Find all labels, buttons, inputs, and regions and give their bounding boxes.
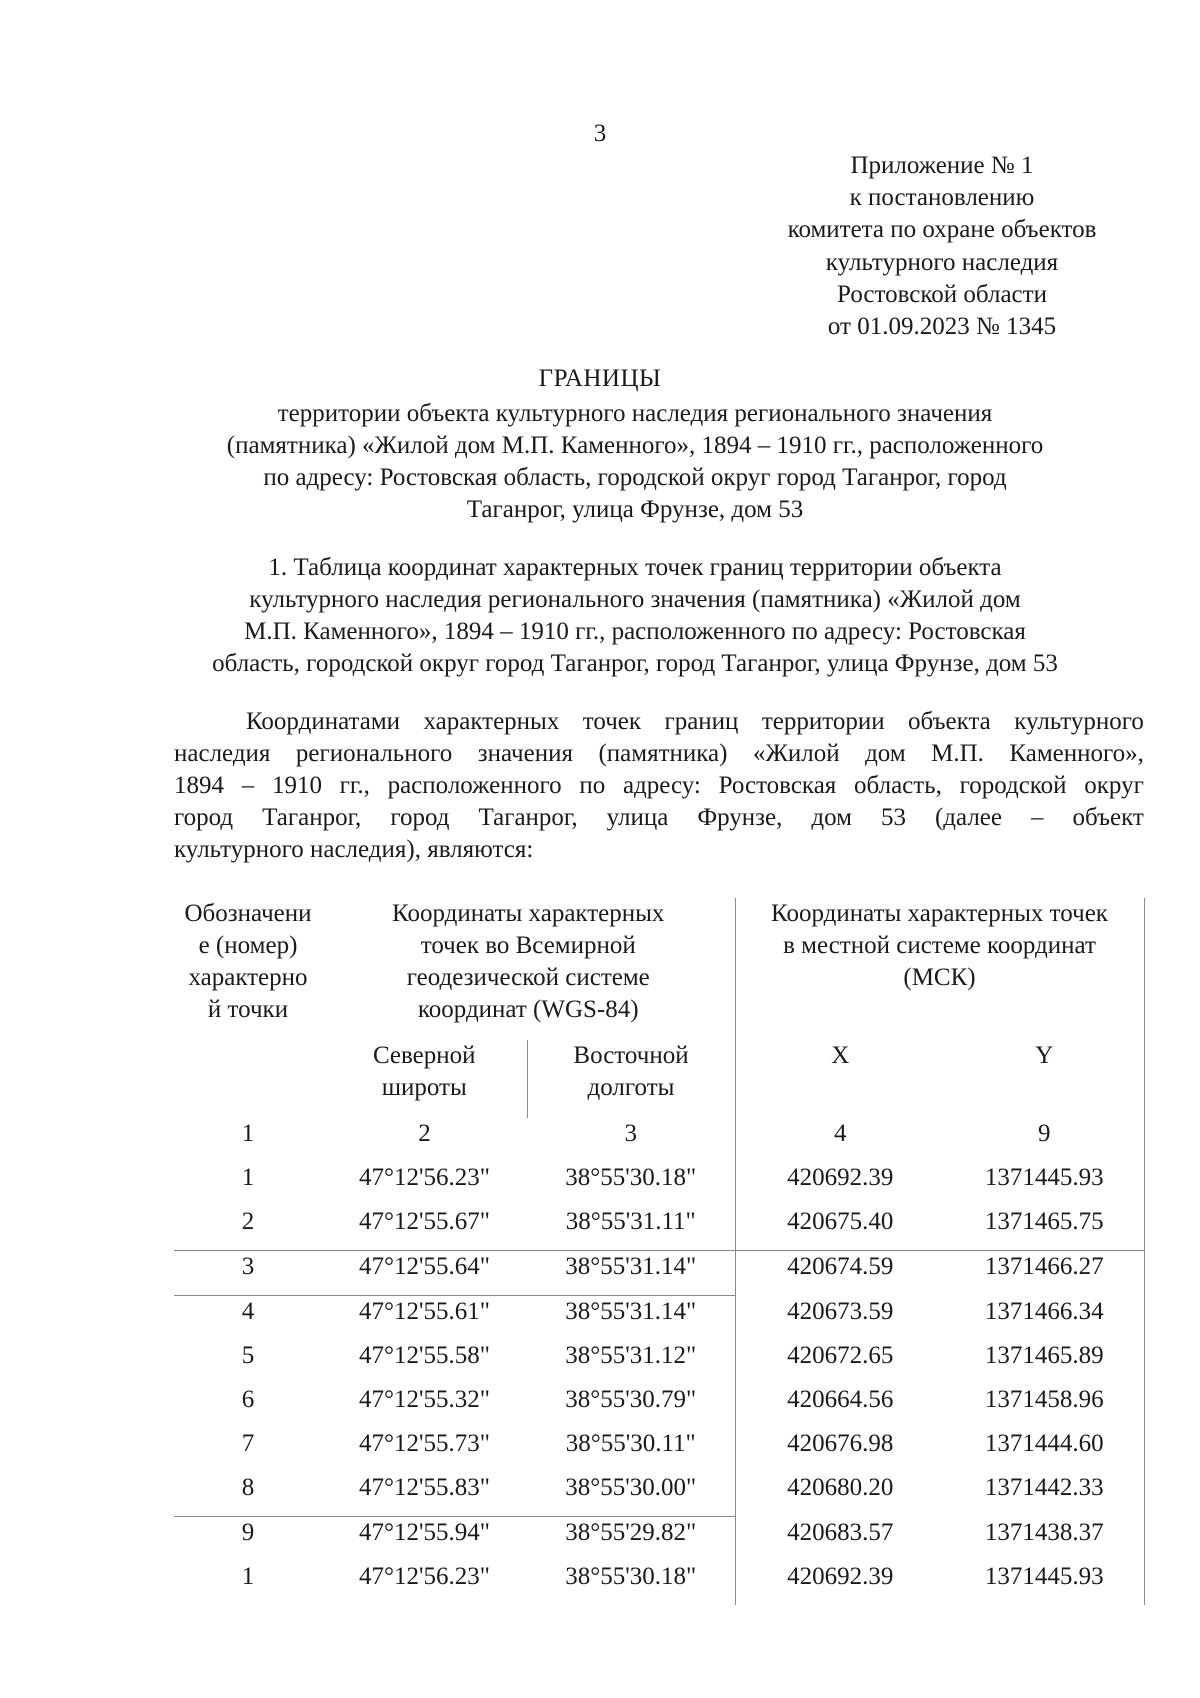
header-empty xyxy=(174,1040,322,1118)
header-text: координат (WGS-84) xyxy=(417,996,639,1023)
cell-y: 1371438.37 xyxy=(945,1517,1144,1562)
column-number: 3 xyxy=(527,1118,735,1162)
word: Таганрог, xyxy=(262,804,362,831)
header-text: (МСК) xyxy=(903,964,976,991)
table-row xyxy=(174,1340,1144,1384)
table-header-row xyxy=(174,898,1144,1040)
word: 1894 xyxy=(174,772,224,799)
annex-line: к постановлению xyxy=(849,184,1035,212)
table-row xyxy=(174,1561,1144,1605)
subtitle-line: территории объекта культурного наследия регионального значения xyxy=(277,400,993,427)
word: (далее xyxy=(934,804,1002,831)
table-row xyxy=(174,1296,1144,1341)
cell-point: 3 xyxy=(174,1251,322,1296)
cell-x: 420676.98 xyxy=(787,1430,894,1457)
cell-longitude: 38°55'30.18" xyxy=(527,1561,735,1605)
table-row xyxy=(174,1162,1144,1206)
cell-x: 420692.39 xyxy=(787,1563,894,1590)
column-number: 4 xyxy=(834,1120,847,1147)
header-x: X xyxy=(831,1042,850,1069)
word: «Жилой xyxy=(752,740,840,767)
cell-longitude: 38°55'31.11" xyxy=(527,1206,735,1251)
cell-latitude: 47°12'55.67" xyxy=(359,1208,490,1235)
cell-y: 1371444.60 xyxy=(945,1428,1144,1472)
header-point-designation xyxy=(174,898,322,1040)
section-title-line: М.П. Каменного», 1894 – 1910 гг., расположенного по адресу: Ростовская xyxy=(244,618,1026,645)
header-east-longitude xyxy=(527,1040,735,1118)
header-text: Координаты характерных точек xyxy=(771,900,1108,927)
document-subtitle xyxy=(150,398,1120,526)
subtitle-line: (памятника) «Жилой дом М.П. Каменного», 1894 – 1910 гг., расположенного xyxy=(226,432,1044,459)
section-title xyxy=(150,552,1120,680)
cell-y: 1371458.96 xyxy=(945,1384,1144,1428)
annex-line: от 01.09.2023 № 1345 xyxy=(827,313,1057,341)
cell-point: 5 xyxy=(241,1342,255,1369)
header-text: точек во Всемирной xyxy=(420,932,636,959)
cell-point: 1 xyxy=(241,1164,255,1191)
header-text: Координаты характерных xyxy=(392,900,665,927)
cell-latitude: 47°12'55.83" xyxy=(359,1474,490,1501)
word: наследия xyxy=(174,740,271,767)
cell-point: 1 xyxy=(241,1563,255,1590)
word: дом xyxy=(811,804,852,831)
header-text: Северной xyxy=(372,1042,476,1069)
header-text: е (номер) xyxy=(198,932,298,959)
header-text: Восточной xyxy=(573,1042,689,1069)
table-row xyxy=(174,1428,1144,1472)
cell-y: 1371465.89 xyxy=(945,1340,1144,1384)
header-text: геодезической системе xyxy=(406,964,650,991)
word: 53 xyxy=(880,804,906,831)
word: Фрунзе, xyxy=(697,804,783,831)
header-text: широты xyxy=(381,1074,467,1101)
cell-longitude: 38°55'31.14" xyxy=(527,1251,735,1296)
cell-longitude: 38°55'29.82" xyxy=(527,1517,735,1562)
cell-point: 7 xyxy=(241,1430,255,1457)
column-numbers-row xyxy=(174,1118,1144,1162)
table-row xyxy=(174,1206,1144,1251)
cell-x: 420673.59 xyxy=(787,1297,894,1325)
word: город xyxy=(390,804,450,831)
header-y: Y xyxy=(945,1040,1144,1118)
cell-point: 9 xyxy=(174,1517,322,1562)
header-north-latitude xyxy=(322,1040,527,1118)
paragraph-line xyxy=(174,706,1144,738)
word: (памятника) xyxy=(598,740,728,767)
cell-x: 420674.59 xyxy=(735,1251,945,1296)
cell-y: 1371466.34 xyxy=(945,1296,1144,1341)
word: – xyxy=(1031,804,1044,831)
word: адресу: xyxy=(622,772,701,799)
word: – xyxy=(241,772,255,799)
cell-latitude: 47°12'55.73" xyxy=(359,1430,490,1457)
word: Таганрог, xyxy=(478,804,578,831)
cell-latitude: 47°12'55.32" xyxy=(359,1386,490,1413)
cell-longitude: 38°55'31.14" xyxy=(527,1296,735,1341)
word: город xyxy=(174,804,234,831)
word: территории xyxy=(761,708,885,735)
section-title-line: область, городской округ город Таганрог, город Таганрог, улица Фрунзе, дом 53 xyxy=(212,650,1058,677)
word: область, xyxy=(854,772,942,799)
page-number: 3 xyxy=(593,120,607,147)
word: М.П. xyxy=(931,740,984,767)
header-wgs84 xyxy=(322,898,735,1040)
annex-line: культурного наследия xyxy=(825,248,1059,276)
column-number: 9 xyxy=(945,1118,1144,1162)
cell-latitude: 47°12'55.94" xyxy=(322,1517,527,1562)
table-body xyxy=(174,1162,1144,1605)
paragraph-line xyxy=(174,738,1144,770)
cell-longitude: 38°55'30.00" xyxy=(527,1472,735,1517)
cell-latitude: 47°12'56.23" xyxy=(359,1164,490,1191)
word: точек xyxy=(582,708,642,735)
cell-latitude: 47°12'55.58" xyxy=(359,1342,490,1369)
cell-y: 1371445.93 xyxy=(945,1561,1144,1605)
section-title-line: 1. Таблица координат характерных точек границ территории объекта xyxy=(268,554,1002,581)
word: расположенного xyxy=(387,772,562,799)
cell-longitude: 38°55'30.11" xyxy=(527,1428,735,1472)
cell-x: 420683.57 xyxy=(787,1518,894,1546)
annex-line: Ростовской области xyxy=(837,280,1047,308)
document-title: ГРАНИЦЫ xyxy=(538,365,662,392)
header-msk xyxy=(735,898,1144,1040)
word: Ростовская xyxy=(718,772,837,799)
word: по xyxy=(579,772,606,799)
column-number: 1 xyxy=(241,1120,255,1147)
word: округ xyxy=(1084,772,1144,799)
word: 1910 xyxy=(271,772,322,799)
section-title-line: культурного наследия регионального значения (памятника) «Жилой дом xyxy=(249,586,1021,613)
cell-point: 4 xyxy=(174,1296,322,1341)
cell-y: 1371466.27 xyxy=(945,1251,1144,1296)
header-text: Обозначени xyxy=(184,900,312,927)
word: Координатами xyxy=(246,708,401,735)
cell-longitude: 38°55'30.18" xyxy=(527,1162,735,1206)
table-row xyxy=(174,1517,1144,1562)
paragraph-line: культурного наследия), являются: xyxy=(174,836,534,863)
cell-longitude: 38°55'31.12" xyxy=(527,1340,735,1384)
cell-y: 1371445.93 xyxy=(945,1162,1144,1206)
word: объект xyxy=(1072,804,1144,831)
cell-latitude: 47°12'55.64" xyxy=(322,1251,527,1296)
cell-latitude: 47°12'55.61" xyxy=(322,1296,527,1341)
cell-y: 1371442.33 xyxy=(945,1472,1144,1517)
cell-x: 420664.56 xyxy=(787,1386,894,1413)
subtitle-line: по адресу: Ростовская область, городской округ город Таганрог, город xyxy=(263,464,1007,491)
table-row xyxy=(174,1384,1144,1428)
annex-line: Приложение № 1 xyxy=(850,152,1034,179)
word: регионального xyxy=(295,740,453,767)
annex-line: комитета по охране объектов xyxy=(787,216,1097,244)
header-text: характерно xyxy=(188,964,308,991)
annex-heading xyxy=(752,150,1132,343)
word: гг., xyxy=(339,772,370,799)
word: культурного xyxy=(1014,708,1144,735)
subtitle-line: Таганрог, улица Фрунзе, дом 53 xyxy=(466,496,804,523)
column-number: 2 xyxy=(418,1120,431,1147)
table-row xyxy=(174,1251,1144,1296)
cell-x: 420680.20 xyxy=(787,1474,894,1501)
intro-paragraph xyxy=(174,706,1144,866)
cell-latitude: 47°12'56.23" xyxy=(359,1563,490,1590)
header-text: долготы xyxy=(587,1074,675,1101)
cell-point: 6 xyxy=(241,1386,255,1413)
word: характерных xyxy=(423,708,560,735)
word: дом xyxy=(865,740,906,767)
cell-longitude: 38°55'30.79" xyxy=(527,1384,735,1428)
header-text: й точки xyxy=(207,996,289,1023)
word: улица xyxy=(606,804,669,831)
coordinates-table xyxy=(174,898,1145,1605)
cell-y: 1371465.75 xyxy=(945,1206,1144,1251)
word: объекта xyxy=(908,708,991,735)
cell-x: 420672.65 xyxy=(787,1342,894,1369)
cell-point: 8 xyxy=(241,1474,255,1501)
word: значения xyxy=(477,740,573,767)
table-row xyxy=(174,1472,1144,1517)
header-text: в местной системе координат xyxy=(783,932,1096,959)
word: границ xyxy=(664,708,739,735)
paragraph-line xyxy=(174,802,1144,834)
paragraph-line xyxy=(174,770,1144,802)
cell-x: 420675.40 xyxy=(787,1208,894,1235)
cell-x: 420692.39 xyxy=(787,1164,894,1191)
cell-point: 2 xyxy=(241,1208,255,1235)
table-subheader-row xyxy=(174,1040,1144,1118)
word: городской xyxy=(959,772,1067,799)
word: Каменного», xyxy=(1009,740,1144,767)
